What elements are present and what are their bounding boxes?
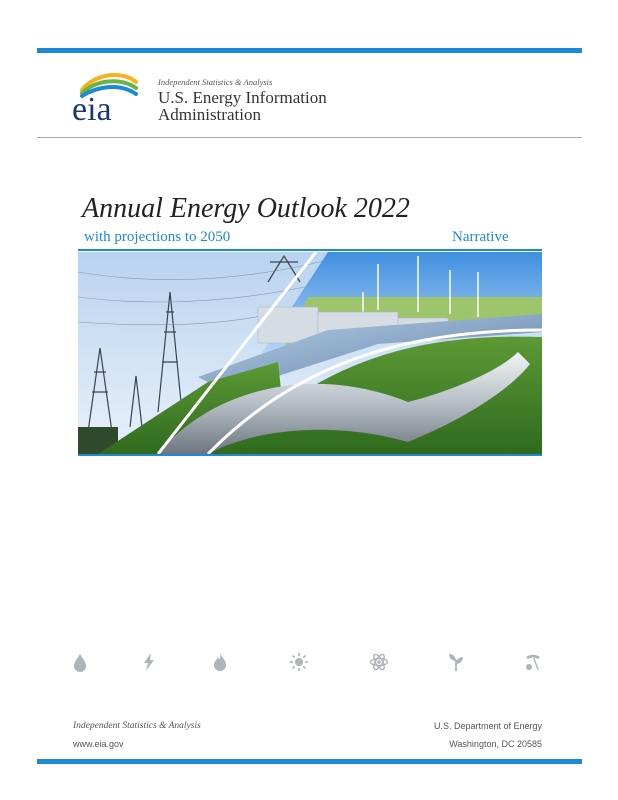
footer-department: U.S. Department of Energy (433, 721, 542, 731)
cover-title: Annual Energy Outlook 2022 (82, 193, 410, 224)
header-tagline: Independent Statistics & Analysis (158, 77, 273, 87)
agency-name-line2: Administration (158, 105, 261, 124)
footer-address: Washington, DC 20585 (449, 739, 542, 749)
nuclear-atom-icon (369, 652, 389, 672)
eia-logo (70, 68, 142, 124)
cover-narrative-label: Narrative (452, 229, 509, 245)
agency-name-line1: U.S. Energy Information (158, 88, 327, 107)
oil-drop-icon (70, 652, 90, 672)
natural-gas-flame-icon (210, 652, 230, 672)
solar-sun-icon (289, 652, 309, 672)
electricity-bolt-icon (139, 652, 159, 672)
biomass-sprout-icon (446, 652, 466, 672)
footer-tagline: Independent Statistics & Analysis (73, 721, 201, 731)
header-divider (37, 137, 582, 138)
footer-website-link[interactable]: www.eia.gov (73, 739, 124, 749)
cover-energy-collage (78, 252, 542, 454)
bottom-accent-bar (37, 759, 582, 764)
logo-text: eia (72, 91, 112, 124)
cover-bottom-rule (78, 454, 542, 456)
top-accent-bar (37, 48, 582, 53)
coal-pick-icon (523, 652, 543, 672)
cover-subtitle: with projections to 2050 (84, 229, 231, 245)
cover-top-rule (78, 249, 542, 251)
